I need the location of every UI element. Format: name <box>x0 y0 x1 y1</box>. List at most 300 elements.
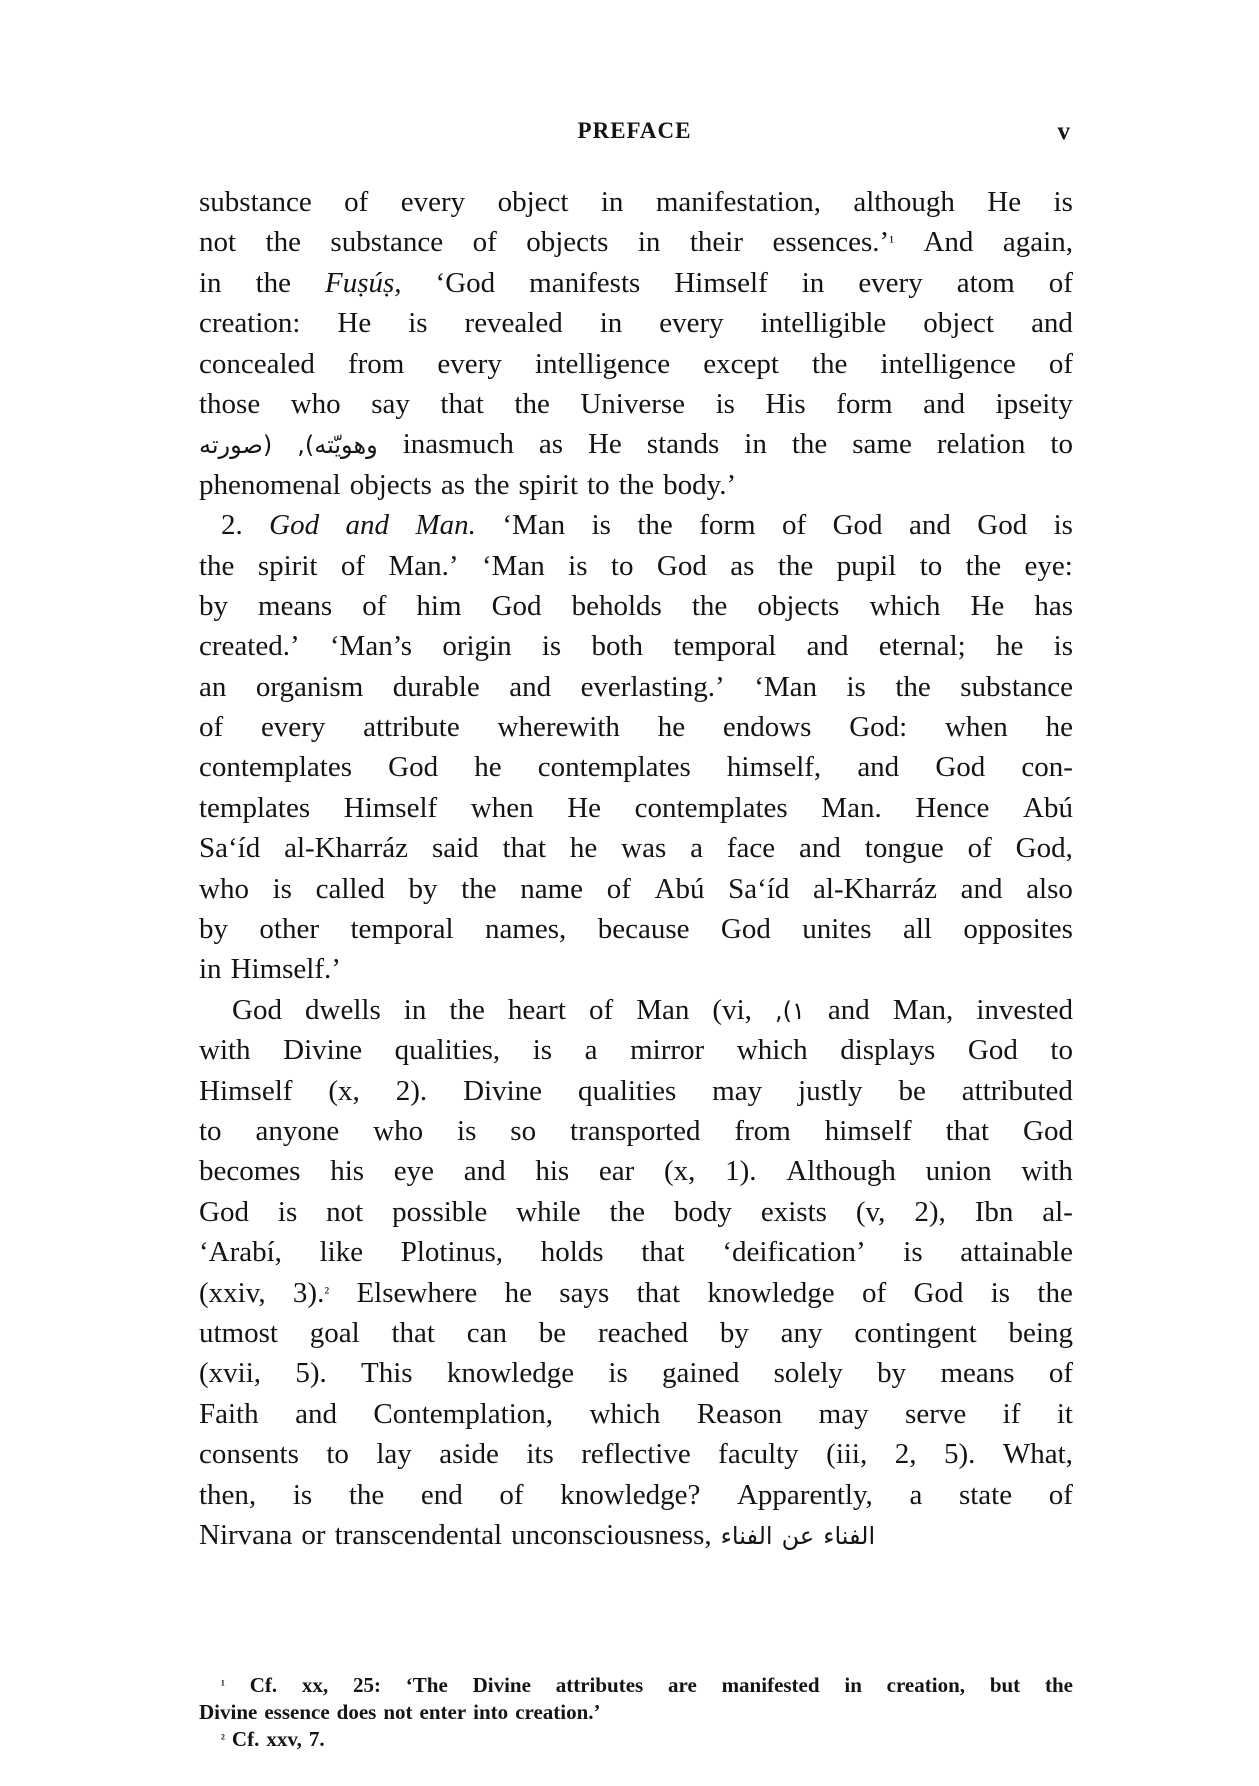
word: Divine <box>199 1700 258 1724</box>
text-line <box>199 1034 1073 1074</box>
word: can <box>466 1316 507 1349</box>
word: and <box>799 832 841 865</box>
text-line <box>199 1479 1073 1519</box>
word: or <box>301 1518 326 1551</box>
word: the <box>618 468 655 501</box>
word: God: <box>849 711 908 744</box>
word: of <box>472 226 497 259</box>
text-line <box>199 1196 1073 1236</box>
word: that <box>440 387 484 420</box>
word: state <box>958 1478 1013 1511</box>
text-line <box>199 711 1073 751</box>
word: (vi, <box>712 993 752 1026</box>
word: God <box>656 549 707 582</box>
word: the <box>265 226 301 259</box>
text-line <box>199 1236 1073 1276</box>
word: knowledge <box>707 1276 835 1309</box>
word: wherewith <box>497 711 620 744</box>
word: contingent <box>854 1316 977 1349</box>
word: with <box>199 1034 251 1067</box>
word: Himself <box>199 1074 293 1107</box>
word: reached <box>597 1316 689 1349</box>
word: to <box>587 468 610 501</box>
word: goal <box>309 1316 360 1349</box>
word: organism <box>255 670 364 703</box>
footnote-2 <box>199 1727 1073 1754</box>
word: except <box>703 347 779 380</box>
word: ‘deification’ <box>722 1236 866 1269</box>
word: 5). <box>943 1438 976 1471</box>
word: (صورته <box>199 431 273 460</box>
word: being <box>1008 1316 1073 1349</box>
word: God <box>913 1276 964 1309</box>
word: are <box>668 1673 697 1697</box>
word: Man. <box>415 509 476 542</box>
text-line <box>199 751 1073 791</box>
word: reflective <box>581 1438 691 1471</box>
word: which <box>589 1397 661 1430</box>
word: be <box>898 1074 926 1107</box>
word: manifestation, <box>655 186 821 218</box>
word: temporal <box>673 630 777 663</box>
footnote-line <box>199 1700 1073 1727</box>
text-line <box>199 1115 1073 1155</box>
word: 2). <box>395 1074 428 1107</box>
word: by <box>877 1357 907 1390</box>
word: God <box>935 751 986 784</box>
word: aside <box>439 1438 499 1471</box>
word: is <box>1053 186 1073 218</box>
word: everlasting.’ <box>580 670 725 703</box>
text-line <box>199 953 1073 993</box>
word: say <box>371 387 410 420</box>
word: himself <box>824 1114 912 1147</box>
word: ‘Man <box>481 549 545 582</box>
word: who <box>199 872 249 905</box>
word: durable <box>392 670 480 703</box>
word: holds <box>540 1236 604 1269</box>
text-line <box>199 590 1073 630</box>
word: is <box>277 1195 298 1228</box>
word: God <box>199 1195 249 1228</box>
word: the <box>965 549 1002 582</box>
word: in <box>600 186 624 218</box>
word: by <box>719 1316 749 1349</box>
word: 25: <box>352 1673 381 1697</box>
word: spirit <box>257 549 318 582</box>
word: as <box>730 549 755 582</box>
word: intelligence <box>880 347 1016 380</box>
text-line <box>199 792 1073 832</box>
text-line <box>199 1075 1073 1115</box>
word: and <box>345 509 390 542</box>
word: and <box>295 1397 337 1430</box>
text-line <box>199 428 1073 468</box>
word: the <box>811 347 848 380</box>
word: body.’ <box>663 468 737 501</box>
paragraph-manifestation <box>199 186 1073 509</box>
word: also <box>1026 872 1073 905</box>
word: and <box>806 630 849 663</box>
word: eye <box>393 1155 434 1188</box>
word: and <box>1031 307 1073 340</box>
word: ‘The <box>405 1673 448 1697</box>
word: serve <box>905 1397 967 1430</box>
word: all <box>902 913 932 946</box>
word: faculty <box>718 1438 799 1471</box>
word: Man.’ <box>388 549 459 582</box>
word: Elsewhere <box>356 1276 478 1309</box>
word: as <box>538 428 563 461</box>
word: means <box>258 589 333 622</box>
word: the <box>691 589 728 622</box>
word: Abú <box>654 872 705 905</box>
word: transported <box>570 1114 701 1147</box>
word: but <box>989 1673 1021 1697</box>
word: Faith <box>199 1397 259 1430</box>
word: of <box>1048 1478 1073 1511</box>
word: contemplates <box>537 751 691 784</box>
word: eternal; <box>878 630 966 663</box>
word: (v, <box>855 1195 886 1228</box>
word: ipseity <box>995 387 1073 420</box>
word: the <box>461 872 497 905</box>
word: a <box>909 1478 923 1511</box>
word: God <box>720 913 771 946</box>
word: is <box>272 872 292 905</box>
word: to <box>919 549 943 582</box>
word: xx, <box>301 1673 329 1697</box>
word: every <box>858 266 923 299</box>
word: in <box>744 428 767 461</box>
text-line <box>199 550 1073 590</box>
footnotes <box>199 1673 1073 1754</box>
word: ‘Man <box>502 509 566 542</box>
word: Divine <box>472 1673 531 1697</box>
word: when <box>470 791 534 824</box>
word: gained <box>662 1357 740 1390</box>
word: Man <box>636 993 690 1026</box>
word: end <box>420 1478 463 1511</box>
word: creation.’ <box>515 1700 601 1724</box>
footnote-line <box>199 1727 1073 1754</box>
word: which <box>736 1034 808 1067</box>
word: said <box>431 832 479 865</box>
word: Abú <box>1023 791 1073 824</box>
word: in <box>199 953 222 986</box>
word: 2. <box>221 509 243 542</box>
text-line <box>199 1155 1073 1195</box>
word: the <box>1037 1276 1073 1309</box>
word: same <box>852 428 912 461</box>
word: does <box>336 1700 377 1724</box>
word: qualities <box>577 1074 677 1107</box>
word: origin <box>442 630 512 663</box>
word: and <box>827 993 870 1026</box>
word: again, <box>1002 226 1073 259</box>
text-line <box>199 671 1073 711</box>
word: substance <box>330 226 444 259</box>
word: relation <box>936 428 1026 461</box>
word: form <box>836 387 893 420</box>
text-line <box>199 994 1073 1034</box>
word: of <box>781 509 807 542</box>
word: Sa‘íd <box>728 872 790 905</box>
word: created.’ <box>199 630 300 663</box>
word: 5). <box>295 1357 327 1390</box>
word: templates <box>199 791 311 824</box>
word: con- <box>1021 751 1073 784</box>
word: Although <box>786 1155 896 1188</box>
word: beholds <box>571 589 662 622</box>
word: by <box>199 913 228 946</box>
word: of <box>340 549 366 582</box>
word: opposites <box>963 913 1073 946</box>
page-number: v <box>1057 118 1070 145</box>
word: endows <box>722 711 812 744</box>
word: that <box>391 1316 435 1349</box>
word: of <box>199 711 224 744</box>
word: both <box>591 630 644 663</box>
word: What, <box>1002 1438 1073 1471</box>
word: Plotinus, <box>400 1236 504 1269</box>
word: its <box>526 1438 554 1471</box>
word: 3).$^{^2}$ <box>292 1276 330 1309</box>
word: revealed <box>464 307 563 340</box>
word: every <box>659 307 724 340</box>
word: him <box>416 589 462 622</box>
word: God <box>977 509 1028 542</box>
word: substance <box>960 670 1073 703</box>
word: that <box>636 1276 681 1309</box>
word: and <box>509 670 552 703</box>
word: الفناء <box>823 1521 876 1550</box>
word: of <box>1048 347 1073 380</box>
word: God <box>232 993 282 1026</box>
word: Cf. <box>231 1727 260 1751</box>
word: exists <box>760 1195 827 1228</box>
word: temporal <box>350 913 454 946</box>
text-line <box>199 469 1073 509</box>
footnote-1 <box>199 1673 1073 1727</box>
word: (xvii, <box>199 1357 262 1390</box>
word: Himself.’ <box>230 953 341 986</box>
word: name <box>520 872 584 905</box>
word: solely <box>773 1357 843 1390</box>
word: of <box>606 872 631 905</box>
text-line <box>199 832 1073 872</box>
word: the <box>609 1195 645 1228</box>
word: 1). <box>725 1155 757 1188</box>
word: be <box>538 1316 567 1349</box>
word: of <box>499 1478 524 1511</box>
word: atom <box>956 266 1015 299</box>
word: in <box>599 307 623 340</box>
word: an <box>199 670 227 703</box>
word: (xxiv, <box>199 1276 266 1309</box>
word: to <box>199 1114 222 1147</box>
word: He <box>970 589 1005 622</box>
word: from <box>734 1114 791 1147</box>
word: not <box>383 1700 413 1724</box>
word: الفناء <box>720 1521 773 1550</box>
word: he <box>474 751 502 784</box>
word: their <box>689 226 744 259</box>
word: in <box>403 993 427 1026</box>
word: while <box>516 1195 581 1228</box>
word: knowledge <box>446 1357 575 1390</box>
word: He <box>587 428 622 461</box>
word: names, <box>484 913 567 946</box>
word: tongue <box>864 832 944 865</box>
text-line <box>199 913 1073 953</box>
text-line <box>199 348 1073 388</box>
word: because <box>597 913 690 946</box>
word: is <box>568 549 588 582</box>
word: the <box>449 993 485 1026</box>
word: every <box>400 186 466 218</box>
text-line <box>199 1438 1073 1478</box>
word: attributed <box>961 1074 1073 1107</box>
word: consents <box>199 1438 299 1471</box>
word: Hence <box>915 791 990 824</box>
word: displays <box>840 1034 936 1067</box>
word: of <box>1048 266 1073 299</box>
word: who <box>290 387 341 420</box>
word: Apparently, <box>736 1478 873 1511</box>
word: to <box>326 1438 349 1471</box>
word: is <box>292 1478 313 1511</box>
word: unconsciousness, <box>511 1518 712 1551</box>
word: qualities, <box>394 1034 501 1067</box>
word: and <box>960 872 1003 905</box>
word: unites <box>802 913 872 946</box>
word: inasmuch <box>402 428 514 461</box>
word: his <box>535 1155 570 1188</box>
word: in <box>637 226 661 259</box>
word: God, <box>1015 832 1073 865</box>
word: is <box>532 1034 553 1067</box>
word: ¹ <box>221 1677 225 1692</box>
word: attributes <box>555 1673 644 1697</box>
word: He <box>987 186 1022 218</box>
word: Man, <box>892 993 954 1026</box>
word: وهويّته), <box>297 431 378 460</box>
word: ‘Arabí, <box>199 1236 282 1269</box>
word: He <box>567 791 602 824</box>
word: عن <box>781 1521 815 1550</box>
word: he <box>657 711 686 744</box>
word: objects <box>526 226 609 259</box>
word: the <box>474 468 510 501</box>
text-line <box>199 1398 1073 1438</box>
word: eye: <box>1024 549 1073 582</box>
word: is <box>903 1236 923 1269</box>
word: to <box>610 549 634 582</box>
word: as <box>440 468 466 501</box>
text-line <box>199 1317 1073 1357</box>
text-line <box>199 873 1073 913</box>
word: is <box>591 509 611 542</box>
running-head <box>197 118 1072 158</box>
word: intelligence <box>534 347 671 380</box>
word: knowledge? <box>560 1478 701 1511</box>
word: is <box>541 630 562 663</box>
word: Himself <box>674 266 768 299</box>
word: stands <box>646 428 720 461</box>
word: that <box>945 1114 990 1147</box>
word: Cf. <box>249 1673 278 1697</box>
word: God <box>832 509 883 542</box>
word: he <box>996 630 1024 663</box>
word: of <box>967 832 992 865</box>
word: the <box>199 549 235 582</box>
word: Divine <box>283 1034 363 1067</box>
text-line <box>199 630 1073 670</box>
word: he <box>1045 711 1073 744</box>
word: and <box>857 751 900 784</box>
word: dwells <box>305 993 381 1026</box>
word: (x, <box>664 1155 696 1188</box>
word: al- <box>1042 1195 1073 1228</box>
running-title: PREFACE <box>577 118 692 143</box>
text-line <box>199 388 1073 428</box>
word: spirit <box>518 468 579 501</box>
word: anyone <box>255 1114 340 1147</box>
word: invested <box>976 993 1073 1026</box>
word: and <box>463 1155 506 1188</box>
word: (x, <box>328 1074 360 1107</box>
word: phenomenal <box>199 468 341 501</box>
word: enter <box>419 1700 467 1724</box>
word: of <box>362 589 387 622</box>
word: is <box>1053 509 1073 542</box>
word: not <box>199 226 237 259</box>
word: like <box>319 1236 364 1269</box>
word: face <box>726 832 776 865</box>
word: which <box>869 589 941 622</box>
word: creation: <box>199 307 301 340</box>
word: was <box>621 832 667 865</box>
word: justly <box>798 1074 863 1107</box>
word: becomes <box>199 1155 301 1188</box>
word: the <box>348 1478 385 1511</box>
word: in <box>801 266 825 299</box>
word: although <box>853 186 955 218</box>
word: Fuṣúṣ, <box>325 266 402 299</box>
word: creation, <box>886 1673 966 1697</box>
word: himself, <box>726 751 822 784</box>
word: mirror <box>630 1034 705 1067</box>
word: He <box>337 307 372 340</box>
word: objects <box>757 589 840 622</box>
word: is <box>408 307 428 340</box>
word: who <box>373 1114 424 1147</box>
word: Contemplation, <box>373 1397 554 1430</box>
word: al-Kharráz <box>284 832 409 865</box>
word: object <box>497 186 569 218</box>
word: ² <box>221 1731 225 1746</box>
word: Nirvana <box>199 1518 293 1551</box>
word: may <box>712 1074 763 1107</box>
word: by <box>408 872 438 905</box>
word: God <box>269 509 320 542</box>
word: God <box>491 589 542 622</box>
word: Man. <box>821 791 882 824</box>
word: of <box>1048 1357 1073 1390</box>
word: essence <box>264 1700 330 1724</box>
word: it <box>1056 1397 1073 1430</box>
